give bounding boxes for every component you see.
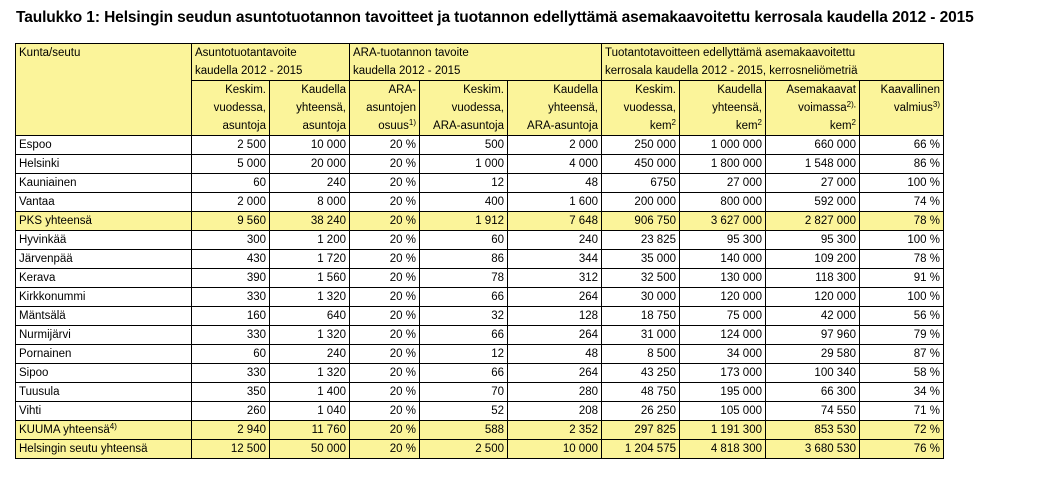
row-cell: 20 % (350, 155, 420, 174)
row-name (16, 440, 192, 459)
row-name-text: Sipoo (19, 367, 49, 379)
header-sub-6-line2: yhteensä, (712, 102, 762, 114)
row-name-text: Vantaa (19, 196, 55, 208)
row-cell: 330 (192, 326, 270, 345)
row-cell: 70 (420, 383, 508, 402)
row-cell: 300 (192, 231, 270, 250)
row-name (16, 345, 192, 364)
row-name-text: Helsinki (19, 158, 60, 170)
row-cell: 344 (508, 250, 602, 269)
row-cell: 2 352 (508, 421, 602, 440)
row-name (16, 269, 192, 288)
row-cell: 8 500 (602, 345, 680, 364)
header-sub-1-line2: yhteensä, (296, 102, 346, 114)
row-name-footnote: 4) (109, 422, 117, 431)
row-cell: 66 (420, 326, 508, 345)
row-cell: 100 % (860, 288, 944, 307)
row-cell: 1 720 (270, 250, 350, 269)
row-cell: 853 530 (766, 421, 860, 440)
header-sub-8-superscript: 3) (932, 100, 940, 109)
row-cell: 66 % (860, 136, 944, 155)
header-sub-3-line1: Keskim. (463, 84, 504, 96)
row-name (16, 421, 192, 440)
table-row (16, 174, 944, 193)
row-cell: 250 000 (602, 136, 680, 155)
row-cell: 2 000 (192, 193, 270, 212)
table-row (16, 136, 944, 155)
header-sub-8-line1: Kaavallinen (880, 84, 940, 96)
header-sub-7-footnote: 2), (846, 100, 856, 109)
table-row (16, 307, 944, 326)
row-name (16, 174, 192, 193)
row-cell: 35 000 (602, 250, 680, 269)
header-sub-6 (680, 81, 766, 136)
table-row (16, 383, 944, 402)
row-cell: 200 000 (602, 193, 680, 212)
row-name (16, 402, 192, 421)
row-cell: 10 000 (270, 136, 350, 155)
header-sub-7-line3: kem$^2$ (829, 118, 856, 132)
row-cell: 34 000 (680, 345, 766, 364)
header-sub-1-line3: asuntoja (302, 120, 346, 132)
header-sub-6-line1: Kaudella (717, 84, 762, 96)
row-cell: 120 000 (680, 288, 766, 307)
row-name (16, 193, 192, 212)
header-sub-5 (602, 81, 680, 136)
row-cell: 20 % (350, 383, 420, 402)
row-cell: 2 940 (192, 421, 270, 440)
row-name-text: Kauniainen (19, 177, 77, 189)
header-sub-0-line2: vuodessa, (213, 102, 266, 114)
row-cell: 130 000 (680, 269, 766, 288)
row-name (16, 307, 192, 326)
row-cell: 124 000 (680, 326, 766, 345)
row-name-text: Vihti (19, 405, 42, 417)
row-cell: 66 (420, 364, 508, 383)
header-sub-7-line1: Asemakaavat (786, 84, 856, 96)
row-cell: 2 000 (508, 136, 602, 155)
header-sub-3 (420, 81, 508, 136)
row-cell: 390 (192, 269, 270, 288)
row-cell: 264 (508, 288, 602, 307)
table-row (16, 155, 944, 174)
row-cell: 27 000 (766, 174, 860, 193)
row-cell: 11 760 (270, 421, 350, 440)
row-cell: 140 000 (680, 250, 766, 269)
row-cell: 264 (508, 364, 602, 383)
header-sub-2 (350, 81, 420, 136)
row-cell: 48 (508, 345, 602, 364)
row-cell: 240 (508, 231, 602, 250)
header-sub-4 (508, 81, 602, 136)
row-cell: 52 (420, 402, 508, 421)
row-name-text: Espoo (19, 139, 52, 151)
row-cell: 20 % (350, 212, 420, 231)
header-sub-5-superscript: 2 (671, 118, 676, 127)
header-sub-7 (766, 81, 860, 136)
row-cell: 18 750 (602, 307, 680, 326)
row-name (16, 212, 192, 231)
row-cell: 1 040 (270, 402, 350, 421)
header-sub-5-line2: vuodessa, (623, 102, 676, 114)
header-sub-7-superscript: 2 (851, 118, 856, 127)
row-name-text: Järvenpää (19, 253, 73, 265)
header-group-row (16, 44, 944, 81)
row-cell: 430 (192, 250, 270, 269)
row-cell: 20 % (350, 421, 420, 440)
row-cell: 3 627 000 (680, 212, 766, 231)
row-cell: 76 % (860, 440, 944, 459)
header-sub-4-line1: Kaudella (553, 84, 598, 96)
row-cell: 1 800 000 (680, 155, 766, 174)
row-cell: 66 (420, 288, 508, 307)
row-cell: 34 % (860, 383, 944, 402)
row-name-text: Kirkkonummi (19, 291, 86, 303)
table-row (16, 269, 944, 288)
header-sub-3-line3: ARA-asuntoja (433, 120, 504, 132)
table-row (16, 250, 944, 269)
row-name-text: PKS yhteensä (19, 215, 92, 227)
row-name (16, 155, 192, 174)
row-cell: 264 (508, 326, 602, 345)
table-row (16, 402, 944, 421)
row-cell: 56 % (860, 307, 944, 326)
row-cell: 208 (508, 402, 602, 421)
header-group1-line1: Asuntotuotantavoite (195, 47, 297, 59)
header-sub-0-line3: asuntoja (222, 120, 266, 132)
row-cell: 74 % (860, 193, 944, 212)
row-cell: 2 827 000 (766, 212, 860, 231)
row-cell: 260 (192, 402, 270, 421)
header-group-ara (350, 44, 602, 81)
row-cell: 800 000 (680, 193, 766, 212)
header-sub-5-line1: Keskim. (635, 84, 676, 96)
header-sub-4-line3: ARA-asuntoja (527, 120, 598, 132)
row-cell: 660 000 (766, 136, 860, 155)
row-cell: 32 (420, 307, 508, 326)
row-cell: 20 % (350, 440, 420, 459)
row-cell: 78 % (860, 212, 944, 231)
header-sub-5-line3: kem$^2$ (649, 118, 676, 132)
header-sub-1 (270, 81, 350, 136)
row-cell: 100 % (860, 174, 944, 193)
table-row (16, 212, 944, 231)
row-cell: 78 (420, 269, 508, 288)
row-cell: 86 (420, 250, 508, 269)
header-group1-line2: kaudella 2012 - 2015 (195, 65, 303, 77)
row-cell: 173 000 (680, 364, 766, 383)
row-cell: 95 300 (766, 231, 860, 250)
row-cell: 2 500 (420, 440, 508, 459)
table-row (16, 440, 944, 459)
row-cell: 20 000 (270, 155, 350, 174)
header-group-asuntotuotanto (192, 44, 350, 81)
header-group2-line2: kaudella 2012 - 2015 (353, 65, 461, 77)
row-cell: 66 300 (766, 383, 860, 402)
row-cell: 42 000 (766, 307, 860, 326)
row-cell: 640 (270, 307, 350, 326)
header-group3-line1: Tuotantotavoitteen edellyttämä asemakaavoitettu (605, 47, 856, 59)
row-cell: 1 191 300 (680, 421, 766, 440)
row-name-text: Kerava (19, 272, 56, 284)
row-cell: 2 500 (192, 136, 270, 155)
row-name (16, 383, 192, 402)
header-group3-line2: kerrosala kaudella 2012 - 2015, kerrosneliömetriä (605, 65, 858, 77)
row-cell: 74 550 (766, 402, 860, 421)
row-name-text: Helsingin seutu yhteensä (19, 443, 148, 455)
row-cell: 4 818 300 (680, 440, 766, 459)
row-cell: 240 (270, 174, 350, 193)
row-cell: 1 000 000 (680, 136, 766, 155)
header-sub-2-line3: osuus$^{1)}$ (378, 118, 416, 132)
row-cell: 97 960 (766, 326, 860, 345)
row-cell: 105 000 (680, 402, 766, 421)
row-cell: 1 200 (270, 231, 350, 250)
table-row (16, 288, 944, 307)
row-cell: 31 000 (602, 326, 680, 345)
row-cell: 20 % (350, 231, 420, 250)
row-cell: 38 240 (270, 212, 350, 231)
row-cell: 60 (192, 345, 270, 364)
row-cell: 75 000 (680, 307, 766, 326)
row-name (16, 250, 192, 269)
row-cell: 91 % (860, 269, 944, 288)
row-cell: 30 000 (602, 288, 680, 307)
row-cell: 160 (192, 307, 270, 326)
row-name (16, 364, 192, 383)
header-sub-8-line2: valmius$^{3)}$ (893, 100, 940, 114)
row-cell: 60 (192, 174, 270, 193)
table-row (16, 364, 944, 383)
row-cell: 350 (192, 383, 270, 402)
row-cell: 23 825 (602, 231, 680, 250)
row-cell: 20 % (350, 402, 420, 421)
header-sub-8 (860, 81, 944, 136)
row-cell: 240 (270, 345, 350, 364)
row-cell: 48 750 (602, 383, 680, 402)
row-cell: 20 % (350, 269, 420, 288)
row-name (16, 288, 192, 307)
row-cell: 87 % (860, 345, 944, 364)
row-cell: 500 (420, 136, 508, 155)
row-cell: 72 % (860, 421, 944, 440)
row-cell: 4 000 (508, 155, 602, 174)
row-cell: 1 600 (508, 193, 602, 212)
row-cell: 78 % (860, 250, 944, 269)
row-cell: 1 320 (270, 364, 350, 383)
row-cell: 195 000 (680, 383, 766, 402)
row-cell: 27 000 (680, 174, 766, 193)
header-sub-2-line2: asuntojen (366, 102, 416, 114)
row-cell: 20 % (350, 326, 420, 345)
row-cell: 1 320 (270, 326, 350, 345)
header-sub-1-line1: Kaudella (301, 84, 346, 96)
table-row (16, 345, 944, 364)
row-cell: 95 300 (680, 231, 766, 250)
row-cell: 20 % (350, 250, 420, 269)
row-cell: 20 % (350, 364, 420, 383)
row-cell: 43 250 (602, 364, 680, 383)
header-sub-0-line1: Keskim. (225, 84, 266, 96)
row-cell: 592 000 (766, 193, 860, 212)
row-cell: 906 750 (602, 212, 680, 231)
row-cell: 32 500 (602, 269, 680, 288)
row-name (16, 231, 192, 250)
row-name (16, 326, 192, 345)
row-name-text: Mäntsälä (19, 310, 66, 322)
row-cell: 12 500 (192, 440, 270, 459)
row-cell: 297 825 (602, 421, 680, 440)
row-cell: 50 000 (270, 440, 350, 459)
row-cell: 12 (420, 174, 508, 193)
header-sub-6-superscript: 2 (757, 118, 762, 127)
row-cell: 9 560 (192, 212, 270, 231)
table-row (16, 231, 944, 250)
header-group2-line1: ARA-tuotannon tavoite (353, 47, 469, 59)
row-name-text: Hyvinkää (19, 234, 67, 246)
header-sub-7-line2: voimassa$^{2),}$ (798, 100, 856, 114)
row-cell: 1 912 (420, 212, 508, 231)
row-cell: 6750 (602, 174, 680, 193)
row-cell: 1 000 (420, 155, 508, 174)
table-title: Taulukko 1: Helsingin seudun asuntotuotannon tavoitteet ja tuotannon edellyttämä asemakaavoitettu kerrosala kaudella 2012 - 2015 (16, 9, 974, 26)
row-cell: 588 (420, 421, 508, 440)
row-cell: 8 000 (270, 193, 350, 212)
row-cell: 100 340 (766, 364, 860, 383)
row-cell: 48 (508, 174, 602, 193)
row-cell: 400 (420, 193, 508, 212)
row-cell: 60 (420, 231, 508, 250)
header-sub-4-line2: yhteensä, (548, 102, 598, 114)
row-name (16, 136, 192, 155)
row-cell: 450 000 (602, 155, 680, 174)
row-cell: 20 % (350, 345, 420, 364)
row-cell: 100 % (860, 231, 944, 250)
table-body (16, 136, 944, 459)
row-cell: 312 (508, 269, 602, 288)
header-group-kerrosala (602, 44, 944, 81)
housing-production-table (15, 43, 944, 459)
row-cell: 118 300 (766, 269, 860, 288)
header-sub-2-superscript: 1) (408, 118, 416, 127)
row-cell: 1 320 (270, 288, 350, 307)
row-cell: 128 (508, 307, 602, 326)
header-sub-6-line3: kem$^2$ (735, 118, 762, 132)
row-cell: 26 250 (602, 402, 680, 421)
row-name-text: KUUMA yhteensä (19, 424, 110, 436)
row-cell: 3 680 530 (766, 440, 860, 459)
header-sub-3-line2: vuodessa, (451, 102, 504, 114)
row-cell: 1 548 000 (766, 155, 860, 174)
row-cell: 29 580 (766, 345, 860, 364)
row-cell: 120 000 (766, 288, 860, 307)
row-cell: 1 560 (270, 269, 350, 288)
row-cell: 7 648 (508, 212, 602, 231)
row-cell: 20 % (350, 307, 420, 326)
row-cell: 109 200 (766, 250, 860, 269)
header-sub-0 (192, 81, 270, 136)
row-name-text: Pornainen (19, 348, 72, 360)
row-cell: 20 % (350, 136, 420, 155)
row-cell: 330 (192, 364, 270, 383)
row-cell: 280 (508, 383, 602, 402)
row-cell: 12 (420, 345, 508, 364)
row-cell: 79 % (860, 326, 944, 345)
table-row (16, 421, 944, 440)
row-cell: 1 400 (270, 383, 350, 402)
header-sub-2-line1: ARA- (388, 84, 416, 96)
row-cell: 20 % (350, 193, 420, 212)
header-kunta: Kunta/seutu (16, 44, 192, 136)
row-cell: 5 000 (192, 155, 270, 174)
row-cell: 330 (192, 288, 270, 307)
row-name-text: Tuusula (19, 386, 60, 398)
table-row (16, 193, 944, 212)
row-cell: 58 % (860, 364, 944, 383)
row-cell: 20 % (350, 174, 420, 193)
row-cell: 20 % (350, 288, 420, 307)
row-cell: 86 % (860, 155, 944, 174)
row-cell: 1 204 575 (602, 440, 680, 459)
table-row (16, 326, 944, 345)
row-cell: 71 % (860, 402, 944, 421)
row-name-text: Nurmijärvi (19, 329, 71, 341)
row-cell: 10 000 (508, 440, 602, 459)
